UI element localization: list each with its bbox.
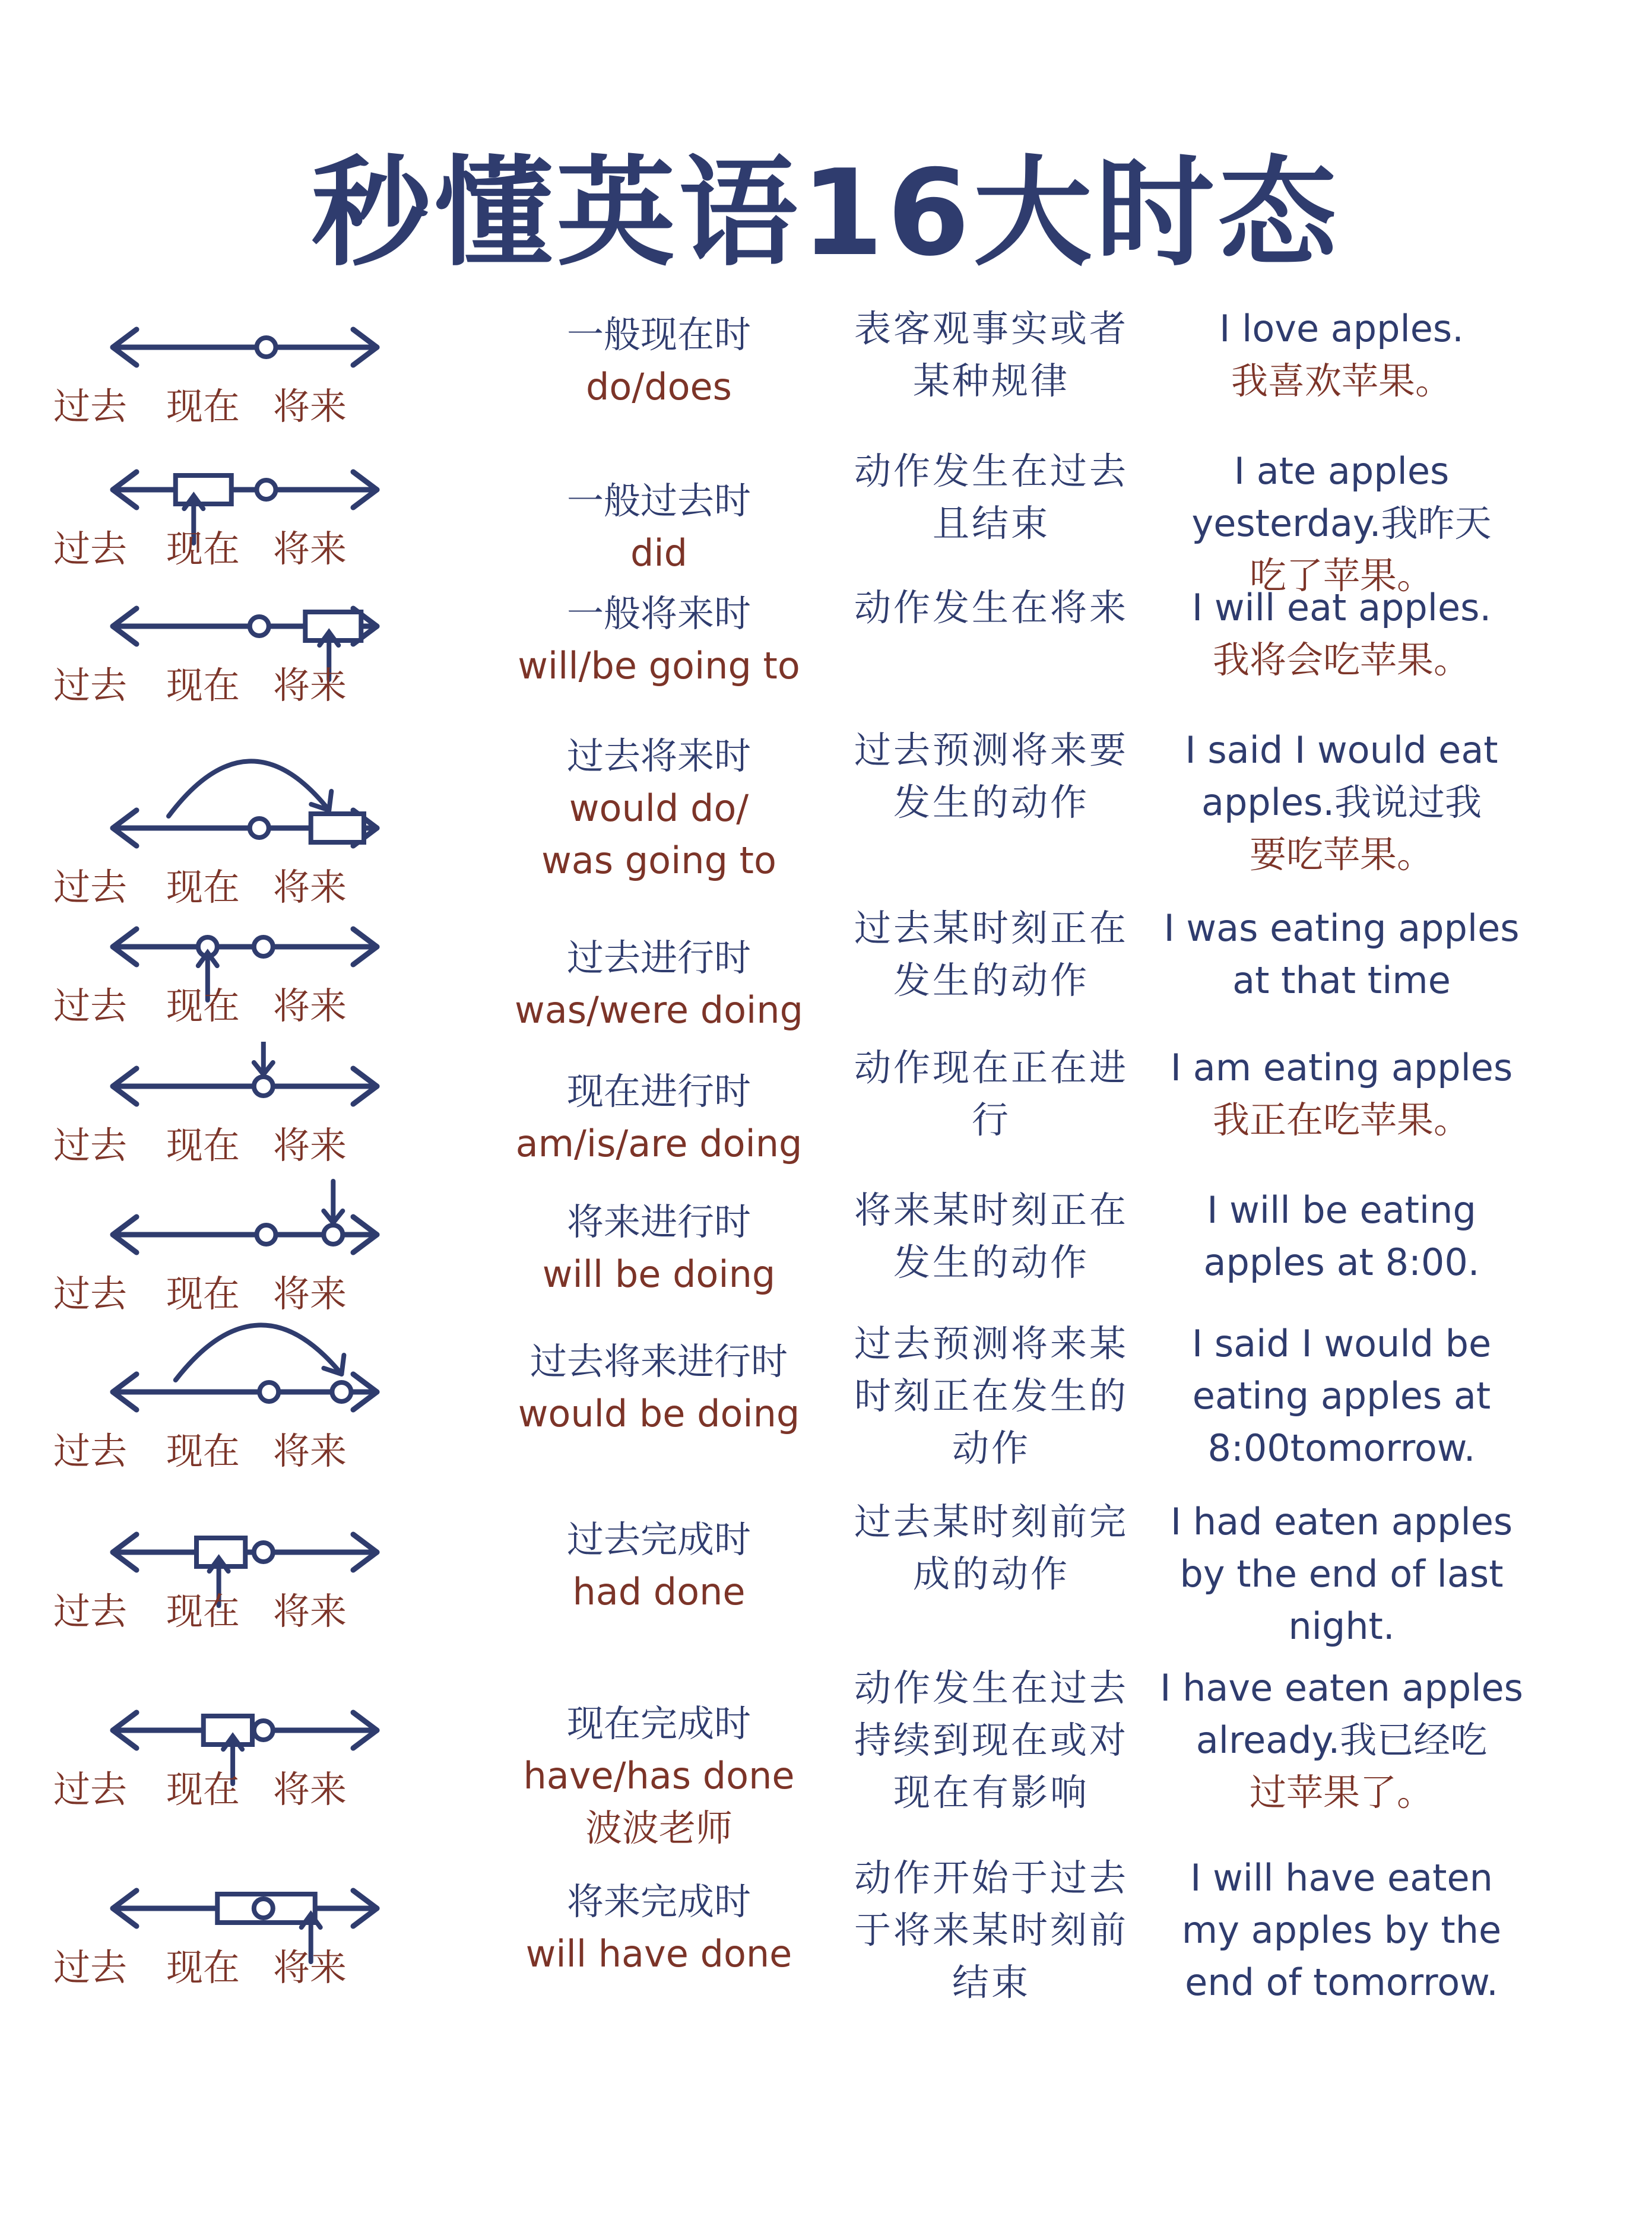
description-line: 动作发生在过去: [854, 449, 1128, 493]
description-line: 动作现在正在进: [854, 1046, 1128, 1089]
timeline-svg: [77, 1318, 433, 1496]
tense-title: 过去完成时: [566, 1518, 751, 1561]
timeline-svg: [77, 1496, 433, 1674]
timeline-label-present: 现在: [166, 865, 240, 909]
timeline-label-present: 现在: [166, 1946, 240, 1989]
timeline-label-past: 过去: [53, 1768, 128, 1811]
description-line: 动作: [952, 1426, 1030, 1470]
example-line: I was eating apples: [1163, 906, 1520, 950]
time-point: [257, 1225, 276, 1244]
description-line: 发生的动作: [893, 781, 1089, 824]
timeline-label-past: 过去: [53, 865, 128, 909]
interval-box: [311, 814, 364, 842]
example-line: 我喜欢苹果。: [1231, 359, 1452, 402]
description-line: 表客观事实或者: [854, 307, 1128, 350]
example-line: yesterday.我昨天: [1191, 502, 1492, 545]
time-point: [254, 1543, 273, 1562]
timeline-label-past: 过去: [53, 984, 128, 1027]
example-line: I said I would eat: [1185, 728, 1498, 772]
timeline-label-present: 现在: [166, 664, 240, 707]
time-point: [254, 1899, 273, 1918]
description-line: 某种规律: [912, 359, 1070, 402]
timeline-label-future: 将来: [273, 1946, 347, 1989]
tense-form: was going to: [541, 839, 776, 882]
time-point: [257, 338, 276, 357]
example-line: 吃了苹果。: [1249, 554, 1434, 597]
example-line: 8:00tomorrow.: [1207, 1426, 1476, 1470]
timeline-label-past: 过去: [53, 1946, 128, 1989]
example-line: I will have eaten: [1190, 1856, 1493, 1899]
timeline-label-future: 将来: [273, 664, 347, 707]
time-point: [254, 937, 273, 956]
tense-name: [510, 1196, 807, 1301]
tense-form: will be doing: [542, 1252, 776, 1296]
description-line: 于将来某时刻前: [854, 1908, 1128, 1952]
timeline-label-future: 将来: [273, 1272, 347, 1315]
example-line: I have eaten apples: [1160, 1666, 1523, 1709]
description-line: 将来某时刻正在: [854, 1188, 1128, 1232]
example-line: apples.我说过我: [1201, 781, 1482, 824]
tense-title: 现在完成时: [566, 1702, 751, 1745]
tense-name: [510, 309, 807, 413]
tense-name: [510, 932, 807, 1036]
timeline-svg: [77, 730, 433, 908]
tense-name: [510, 588, 807, 692]
description-line: 动作发生在过去: [854, 1666, 1128, 1709]
timeline-label-future: 将来: [273, 385, 347, 428]
tense-example: [1146, 303, 1537, 407]
timeline-label-past: 过去: [53, 1124, 128, 1167]
timeline-label-past: 过去: [53, 1590, 128, 1633]
timeline-label-present: 现在: [166, 385, 240, 428]
description-line: 发生的动作: [893, 959, 1089, 1002]
example-line: I love apples.: [1219, 307, 1464, 350]
interval-box: [176, 475, 232, 504]
time-point: [259, 1382, 278, 1401]
description-line: 过去预测将来某: [854, 1322, 1128, 1365]
tense-example: [1146, 1042, 1537, 1146]
tense-description: [837, 1184, 1146, 1289]
tense-form: am/is/are doing: [515, 1122, 803, 1165]
description-line: 结束: [952, 1961, 1030, 2004]
tense-example: [1146, 902, 1537, 1007]
tense-description: [837, 445, 1146, 550]
tense-form: will have done: [525, 1932, 792, 1975]
description-line: 发生的动作: [893, 1241, 1089, 1284]
tense-title: 现在进行时: [566, 1070, 751, 1113]
tense-example: [1146, 445, 1537, 602]
time-point: [332, 1382, 351, 1401]
description-line: 行: [971, 1098, 1011, 1141]
time-point: [257, 480, 276, 499]
tense-form: was/were doing: [515, 988, 803, 1032]
timeline-label-future: 将来: [273, 1124, 347, 1167]
tense-example: [1146, 1496, 1537, 1653]
timeline-label-future: 将来: [273, 527, 347, 570]
example-line: at that time: [1232, 959, 1451, 1002]
timeline-diagram: [53, 1674, 516, 1852]
tense-description: [837, 1318, 1146, 1474]
timeline-label-present: 现在: [166, 1590, 240, 1633]
tense-description: [837, 902, 1146, 1007]
tense-name: [510, 475, 807, 579]
tense-form: did: [630, 531, 687, 575]
timeline-label-present: 现在: [166, 1768, 240, 1811]
timeline-svg: [77, 1852, 433, 2030]
example-line: 过苹果了。: [1249, 1771, 1434, 1814]
description-line: 动作开始于过去: [854, 1856, 1128, 1899]
example-line: I will eat apples.: [1191, 586, 1492, 629]
description-line: 成的动作: [912, 1552, 1070, 1596]
arrow-down-icon: [324, 1181, 343, 1223]
timeline-label-future: 将来: [273, 865, 347, 909]
timeline-label-present: 现在: [166, 1272, 240, 1315]
tense-example: [1146, 1662, 1537, 1819]
timeline-label-future: 将来: [273, 1590, 347, 1633]
timeline-diagram: [53, 1318, 516, 1496]
tense-description: [837, 1852, 1146, 2009]
example-line: already.我已经吃: [1196, 1718, 1488, 1762]
example-line: I ate apples: [1234, 449, 1450, 493]
tense-name: [510, 730, 807, 887]
description-line: 现在有影响: [893, 1771, 1089, 1814]
timeline-label-present: 现在: [166, 1124, 240, 1167]
timeline-diagram: [53, 1496, 516, 1674]
example-line: by the end of last: [1179, 1552, 1504, 1596]
timeline-label-past: 过去: [53, 527, 128, 570]
tense-name: [510, 1514, 807, 1618]
time-point: [324, 1225, 343, 1244]
tense-description: [837, 582, 1146, 634]
arrow-down-icon: [254, 1042, 273, 1074]
example-line: 我正在吃苹果。: [1212, 1098, 1470, 1141]
tense-example: [1146, 1184, 1537, 1289]
example-line: 我将会吃苹果。: [1212, 638, 1470, 681]
tense-title: 一般将来时: [566, 592, 751, 635]
description-line: 过去某时刻正在: [854, 906, 1128, 950]
tense-example: [1146, 1318, 1537, 1474]
example-line: I am eating apples: [1170, 1046, 1513, 1089]
description-line: 且结束: [932, 502, 1050, 545]
tense-title: 一般现在时: [566, 313, 751, 356]
tense-example: [1146, 1852, 1537, 2009]
tense-title: 将来完成时: [566, 1880, 751, 1923]
tense-title: 过去将来进行时: [529, 1340, 788, 1383]
example-line: night.: [1288, 1604, 1395, 1648]
example-line: I will be eating: [1207, 1188, 1476, 1232]
tense-name: [510, 1876, 807, 1980]
tense-description: [837, 1042, 1146, 1146]
tense-form: would be doing: [518, 1392, 800, 1435]
page-title: 秒懂英语16大时态: [312, 144, 1340, 283]
timeline-label-past: 过去: [53, 1429, 128, 1473]
tense-description: [837, 303, 1146, 407]
time-point: [254, 1077, 273, 1096]
tense-example: [1146, 724, 1537, 881]
description-line: 动作发生在将来: [854, 586, 1128, 629]
time-point: [254, 1721, 273, 1740]
timeline-label-past: 过去: [53, 664, 128, 707]
tense-title: 过去将来时: [566, 734, 751, 778]
arc-arrow: [176, 1325, 342, 1380]
tense-description: [837, 1496, 1146, 1600]
timeline-label-present: 现在: [166, 1429, 240, 1473]
description-line: 过去某时刻前完: [854, 1500, 1128, 1543]
description-line: 过去预测将来要: [854, 728, 1128, 772]
tense-form: would do/: [569, 786, 749, 830]
timeline-diagram: [53, 1852, 516, 2030]
timeline-label-future: 将来: [273, 1429, 347, 1473]
tense-name: [510, 1065, 807, 1170]
tense-description: [837, 1662, 1146, 1819]
tense-title: 过去进行时: [566, 936, 751, 979]
tense-form: 波波老师: [585, 1806, 733, 1850]
tense-title: 将来进行时: [566, 1200, 751, 1244]
timeline-label-past: 过去: [53, 385, 128, 428]
time-point: [250, 819, 269, 838]
timeline-label-present: 现在: [166, 527, 240, 570]
tense-description: [837, 724, 1146, 829]
description-line: 时刻正在发生的: [854, 1374, 1128, 1417]
timeline-svg: [77, 1674, 433, 1852]
example-line: my apples by the: [1181, 1908, 1502, 1952]
tense-form: do/does: [586, 365, 732, 408]
example-line: I said I would be: [1191, 1322, 1492, 1365]
time-point: [250, 617, 269, 636]
example-line: I had eaten apples: [1170, 1500, 1513, 1543]
description-line: 持续到现在或对: [854, 1718, 1128, 1762]
tense-example: [1146, 582, 1537, 686]
tense-name: [510, 1698, 807, 1854]
example-line: 要吃苹果。: [1249, 833, 1434, 876]
timeline-label-future: 将来: [273, 984, 347, 1027]
arc-arrow: [169, 761, 329, 816]
timeline-label-future: 将来: [273, 1768, 347, 1811]
tense-form: have/has done: [523, 1754, 795, 1797]
timeline-diagram: [53, 730, 516, 909]
example-line: eating apples at: [1192, 1374, 1491, 1417]
example-line: end of tomorrow.: [1185, 1961, 1498, 2004]
tense-form: will/be going to: [518, 644, 800, 687]
tense-name: [510, 1336, 807, 1440]
timeline-label-past: 过去: [53, 1272, 128, 1315]
example-line: apples at 8:00.: [1203, 1241, 1480, 1284]
tense-form: had done: [572, 1570, 746, 1613]
timeline-label-present: 现在: [166, 984, 240, 1027]
tense-title: 一般过去时: [566, 479, 751, 522]
